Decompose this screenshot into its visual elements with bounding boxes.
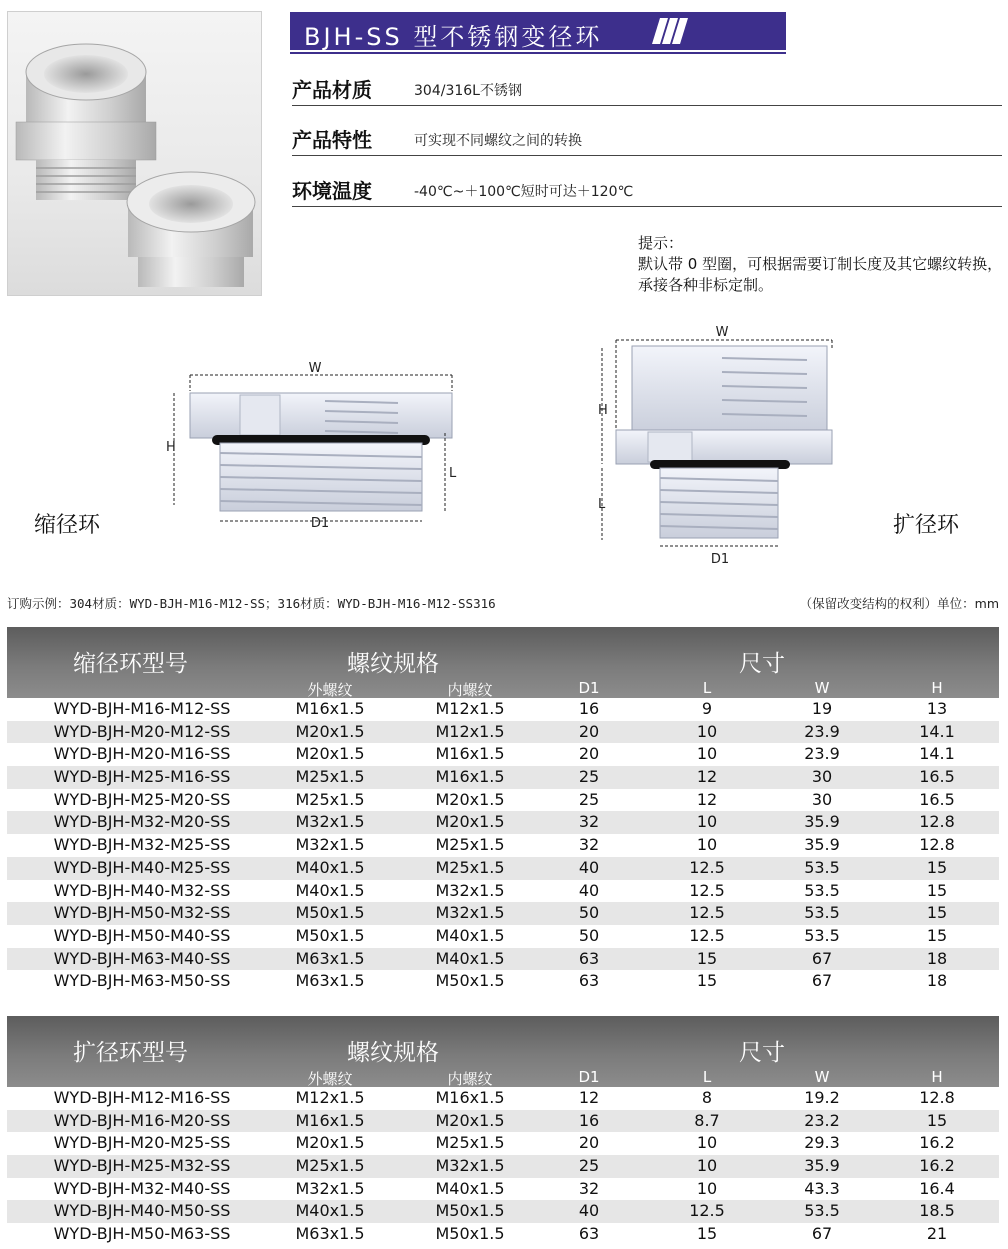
cell-h: 15 bbox=[926, 880, 948, 900]
cell-w: 35.9 bbox=[804, 835, 840, 855]
cell-d1: 12 bbox=[578, 1088, 600, 1107]
cell-model: WYD-BJH-M16-M20-SS bbox=[53, 1110, 231, 1130]
cell-outer-thread: M32x1.5 bbox=[295, 812, 365, 832]
cell-model: WYD-BJH-M50-M40-SS bbox=[53, 925, 231, 945]
cell-l: 8 bbox=[701, 1088, 713, 1107]
cell-h: 18 bbox=[926, 971, 948, 991]
table-row bbox=[7, 902, 999, 925]
table-row bbox=[7, 743, 999, 766]
table-row bbox=[7, 1155, 999, 1178]
cell-model: WYD-BJH-M40-M25-SS bbox=[53, 857, 231, 877]
dim-h-label: H bbox=[166, 440, 176, 455]
divider bbox=[292, 206, 1002, 207]
cell-w: 67 bbox=[811, 948, 833, 968]
cell-inner-thread: M25x1.5 bbox=[435, 1133, 505, 1153]
cell-outer-thread: M50x1.5 bbox=[295, 925, 365, 945]
expand-table bbox=[7, 1016, 999, 1246]
cell-model: WYD-BJH-M32-M25-SS bbox=[53, 835, 231, 855]
cell-inner-thread: M16x1.5 bbox=[435, 767, 505, 787]
table-row bbox=[7, 1132, 999, 1155]
subheader-h: H bbox=[931, 1068, 943, 1086]
cell-l: 12 bbox=[696, 767, 718, 787]
subheader-l: L bbox=[702, 1068, 712, 1086]
cell-outer-thread: M25x1.5 bbox=[295, 767, 365, 787]
cell-h: 15 bbox=[926, 903, 948, 923]
cell-d1: 63 bbox=[578, 948, 600, 968]
cell-inner-thread: M40x1.5 bbox=[435, 1178, 505, 1198]
cell-inner-thread: M25x1.5 bbox=[435, 857, 505, 877]
dim-h-label: H bbox=[598, 403, 608, 418]
cell-w: 29.3 bbox=[804, 1133, 840, 1153]
cell-inner-thread: M32x1.5 bbox=[435, 1156, 505, 1176]
cell-model: WYD-BJH-M25-M32-SS bbox=[53, 1156, 231, 1176]
table-row bbox=[7, 1087, 999, 1110]
cell-outer-thread: M40x1.5 bbox=[295, 880, 365, 900]
subheader-inner-thread: 内螺纹 bbox=[447, 1070, 493, 1088]
table-row bbox=[7, 925, 999, 948]
table-row bbox=[7, 721, 999, 744]
table-row bbox=[7, 766, 999, 789]
cell-model: WYD-BJH-M32-M20-SS bbox=[53, 812, 231, 832]
cell-outer-thread: M20x1.5 bbox=[295, 721, 365, 741]
cell-l: 15 bbox=[696, 948, 718, 968]
cell-outer-thread: M16x1.5 bbox=[295, 1110, 365, 1130]
subheader-outer-thread: 外螺纹 bbox=[307, 681, 353, 699]
table-row bbox=[7, 948, 999, 971]
cell-model: WYD-BJH-M50-M63-SS bbox=[53, 1224, 231, 1244]
cell-inner-thread: M16x1.5 bbox=[435, 744, 505, 764]
cell-model: WYD-BJH-M25-M16-SS bbox=[53, 767, 231, 787]
cell-model: WYD-BJH-M20-M25-SS bbox=[53, 1133, 231, 1153]
attr-material bbox=[292, 74, 1002, 106]
order-example: 订购示例：304材质：WYD-BJH-M16-M12-SS；316材质：WYD-BJH-M16-M12-SS316 bbox=[7, 596, 496, 611]
cell-w: 19 bbox=[811, 699, 833, 718]
cell-w: 23.9 bbox=[804, 721, 840, 741]
cell-model: WYD-BJH-M50-M32-SS bbox=[53, 903, 231, 923]
cell-d1: 32 bbox=[578, 1178, 600, 1198]
cell-w: 19.2 bbox=[804, 1088, 840, 1107]
cell-h: 15 bbox=[926, 1110, 948, 1130]
expander-diagram bbox=[592, 318, 842, 568]
cell-model: WYD-BJH-M32-M40-SS bbox=[53, 1178, 231, 1198]
cell-w: 35.9 bbox=[804, 1156, 840, 1176]
tip-text: 默认带 0 型圈，可根据需要订制长度及其它螺纹转换，承接各种非标定制。 bbox=[638, 255, 1003, 294]
table-body bbox=[7, 698, 999, 993]
cell-h: 16.2 bbox=[919, 1133, 955, 1153]
divider bbox=[292, 105, 1002, 106]
divider bbox=[292, 155, 1002, 156]
cell-l: 8.7 bbox=[694, 1110, 720, 1130]
cell-d1: 16 bbox=[578, 1110, 600, 1130]
reduce-label: 缩径环 bbox=[34, 513, 101, 538]
cell-d1: 40 bbox=[578, 880, 600, 900]
cell-l: 10 bbox=[696, 744, 718, 764]
cell-d1: 32 bbox=[578, 812, 600, 832]
product-photo bbox=[7, 11, 262, 296]
cell-h: 18 bbox=[926, 948, 948, 968]
cell-model: WYD-BJH-M12-M16-SS bbox=[53, 1088, 231, 1107]
cell-d1: 63 bbox=[578, 971, 600, 991]
reducer-rings-image bbox=[8, 12, 261, 295]
cell-h: 14.1 bbox=[919, 744, 955, 764]
cell-inner-thread: M16x1.5 bbox=[435, 1088, 505, 1107]
cell-h: 15 bbox=[926, 857, 948, 877]
attr-feature-value: 可实现不同螺纹之间的转换 bbox=[414, 133, 582, 149]
cell-d1: 20 bbox=[578, 721, 600, 741]
cell-w: 53.5 bbox=[804, 925, 840, 945]
cell-h: 16.4 bbox=[919, 1178, 955, 1198]
cell-l: 10 bbox=[696, 835, 718, 855]
cell-model: WYD-BJH-M40-M32-SS bbox=[53, 880, 231, 900]
cell-w: 53.5 bbox=[804, 903, 840, 923]
title-stripes-decoration bbox=[644, 18, 694, 44]
cell-w: 53.5 bbox=[804, 1201, 840, 1221]
cell-outer-thread: M63x1.5 bbox=[295, 948, 365, 968]
cell-l: 10 bbox=[696, 1156, 718, 1176]
cell-inner-thread: M20x1.5 bbox=[435, 812, 505, 832]
subheader-w: W bbox=[814, 679, 830, 697]
subheader-inner-thread: 内螺纹 bbox=[447, 681, 493, 699]
header-size: 尺寸 bbox=[739, 1040, 785, 1066]
cell-l: 12.5 bbox=[689, 903, 725, 923]
cell-inner-thread: M20x1.5 bbox=[435, 1110, 505, 1130]
cell-h: 14.1 bbox=[919, 721, 955, 741]
cell-h: 16.5 bbox=[919, 789, 955, 809]
cell-l: 15 bbox=[696, 971, 718, 991]
cell-w: 53.5 bbox=[804, 857, 840, 877]
cell-inner-thread: M12x1.5 bbox=[435, 721, 505, 741]
table-row bbox=[7, 970, 999, 993]
cell-inner-thread: M12x1.5 bbox=[435, 699, 505, 718]
dim-w-label: W bbox=[715, 325, 729, 340]
cell-w: 67 bbox=[811, 971, 833, 991]
cell-inner-thread: M50x1.5 bbox=[435, 971, 505, 991]
cell-d1: 20 bbox=[578, 744, 600, 764]
cell-model: WYD-BJH-M40-M50-SS bbox=[53, 1201, 231, 1221]
cell-h: 21 bbox=[926, 1224, 948, 1244]
subheader-outer-thread: 外螺纹 bbox=[307, 1070, 353, 1088]
cell-inner-thread: M40x1.5 bbox=[435, 948, 505, 968]
cell-l: 15 bbox=[696, 1224, 718, 1244]
header-thread: 螺纹规格 bbox=[347, 651, 439, 677]
cell-l: 10 bbox=[696, 812, 718, 832]
cell-model: WYD-BJH-M16-M12-SS bbox=[53, 699, 231, 718]
reduce-table bbox=[7, 627, 999, 993]
cell-inner-thread: M50x1.5 bbox=[435, 1224, 505, 1244]
cell-inner-thread: M50x1.5 bbox=[435, 1201, 505, 1221]
tip-heading: 提示： bbox=[638, 234, 684, 252]
attr-feature-label: 产品特性 bbox=[292, 128, 372, 152]
title-bar bbox=[290, 12, 786, 50]
cell-l: 12 bbox=[696, 789, 718, 809]
table-row bbox=[7, 880, 999, 903]
cell-outer-thread: M63x1.5 bbox=[295, 1224, 365, 1244]
cell-d1: 32 bbox=[578, 835, 600, 855]
cell-h: 12.8 bbox=[919, 1088, 955, 1107]
header-thread: 螺纹规格 bbox=[347, 1040, 439, 1066]
cell-outer-thread: M40x1.5 bbox=[295, 857, 365, 877]
table-row bbox=[7, 789, 999, 812]
cell-w: 23.9 bbox=[804, 744, 840, 764]
rights-note: （保留改变结构的权利）单位：mm bbox=[799, 596, 999, 611]
cell-model: WYD-BJH-M20-M16-SS bbox=[53, 744, 231, 764]
expand-label: 扩径环 bbox=[893, 513, 960, 538]
cell-outer-thread: M50x1.5 bbox=[295, 903, 365, 923]
cell-inner-thread: M20x1.5 bbox=[435, 789, 505, 809]
tip-box bbox=[638, 233, 1006, 296]
dim-l-label: L bbox=[598, 497, 606, 512]
dim-l-label: L bbox=[449, 466, 457, 481]
cell-outer-thread: M32x1.5 bbox=[295, 1178, 365, 1198]
cell-h: 15 bbox=[926, 925, 948, 945]
cell-outer-thread: M12x1.5 bbox=[295, 1088, 365, 1107]
cell-l: 9 bbox=[701, 699, 713, 718]
cell-outer-thread: M20x1.5 bbox=[295, 744, 365, 764]
cell-h: 16.5 bbox=[919, 767, 955, 787]
attr-temperature bbox=[292, 175, 1002, 207]
table-header bbox=[7, 1016, 999, 1087]
table-row bbox=[7, 1223, 999, 1246]
reducer-diagram bbox=[160, 355, 470, 530]
subheader-l: L bbox=[702, 679, 712, 697]
header-model: 扩径环型号 bbox=[73, 1040, 188, 1066]
cell-model: WYD-BJH-M25-M20-SS bbox=[53, 789, 231, 809]
cell-w: 43.3 bbox=[804, 1178, 840, 1198]
cell-model: WYD-BJH-M63-M50-SS bbox=[53, 971, 231, 991]
table-row bbox=[7, 1110, 999, 1133]
cell-outer-thread: M20x1.5 bbox=[295, 1133, 365, 1153]
cell-inner-thread: M40x1.5 bbox=[435, 925, 505, 945]
header-model: 缩径环型号 bbox=[73, 651, 188, 677]
cell-d1: 16 bbox=[578, 699, 600, 718]
subheader-w: W bbox=[814, 1068, 830, 1086]
cell-h: 12.8 bbox=[919, 835, 955, 855]
table-header bbox=[7, 627, 999, 698]
cell-d1: 25 bbox=[578, 1156, 600, 1176]
dim-d1-label: D1 bbox=[710, 552, 730, 567]
cell-inner-thread: M32x1.5 bbox=[435, 903, 505, 923]
cell-d1: 20 bbox=[578, 1133, 600, 1153]
cell-outer-thread: M25x1.5 bbox=[295, 1156, 365, 1176]
table-row bbox=[7, 698, 999, 721]
cell-l: 10 bbox=[696, 1178, 718, 1198]
table-row bbox=[7, 811, 999, 834]
cell-l: 12.5 bbox=[689, 1201, 725, 1221]
dim-d1-label: D1 bbox=[310, 516, 330, 530]
cell-d1: 63 bbox=[578, 1224, 600, 1244]
cell-outer-thread: M40x1.5 bbox=[295, 1201, 365, 1221]
subheader-d1: D1 bbox=[578, 679, 600, 697]
header-size: 尺寸 bbox=[739, 651, 785, 677]
cell-model: WYD-BJH-M20-M12-SS bbox=[53, 721, 231, 741]
cell-w: 67 bbox=[811, 1224, 833, 1244]
cell-d1: 40 bbox=[578, 857, 600, 877]
cell-outer-thread: M16x1.5 bbox=[295, 699, 365, 718]
table-body bbox=[7, 1087, 999, 1246]
cell-outer-thread: M25x1.5 bbox=[295, 789, 365, 809]
cell-d1: 25 bbox=[578, 789, 600, 809]
cell-w: 35.9 bbox=[804, 812, 840, 832]
table-row bbox=[7, 1200, 999, 1223]
dim-w-label: W bbox=[308, 361, 322, 376]
attr-material-value: 304/316L不锈钢 bbox=[414, 83, 522, 99]
cell-inner-thread: M32x1.5 bbox=[435, 880, 505, 900]
cell-outer-thread: M63x1.5 bbox=[295, 971, 365, 991]
attr-temperature-value: -40℃~＋100℃短时可达＋120℃ bbox=[414, 184, 634, 200]
table-row bbox=[7, 1178, 999, 1201]
cell-d1: 50 bbox=[578, 925, 600, 945]
cell-w: 30 bbox=[811, 767, 833, 787]
table-row bbox=[7, 857, 999, 880]
cell-h: 13 bbox=[926, 699, 948, 718]
attr-feature bbox=[292, 124, 1002, 156]
subheader-d1: D1 bbox=[578, 1068, 600, 1086]
cell-model: WYD-BJH-M63-M40-SS bbox=[53, 948, 231, 968]
cell-d1: 40 bbox=[578, 1201, 600, 1221]
cell-d1: 50 bbox=[578, 903, 600, 923]
cell-w: 23.2 bbox=[804, 1110, 840, 1130]
cell-inner-thread: M25x1.5 bbox=[435, 835, 505, 855]
subheader-h: H bbox=[931, 679, 943, 697]
title-underline bbox=[290, 52, 786, 54]
cell-outer-thread: M32x1.5 bbox=[295, 835, 365, 855]
cell-h: 16.2 bbox=[919, 1156, 955, 1176]
attr-material-label: 产品材质 bbox=[292, 78, 372, 102]
page-title: BJH-SS 型不锈钢变径环 bbox=[304, 23, 603, 51]
cell-l: 12.5 bbox=[689, 925, 725, 945]
cell-d1: 25 bbox=[578, 767, 600, 787]
cell-l: 12.5 bbox=[689, 880, 725, 900]
cell-l: 10 bbox=[696, 721, 718, 741]
cell-l: 10 bbox=[696, 1133, 718, 1153]
cell-w: 53.5 bbox=[804, 880, 840, 900]
cell-h: 12.8 bbox=[919, 812, 955, 832]
table-row bbox=[7, 834, 999, 857]
attr-temperature-label: 环境温度 bbox=[292, 179, 372, 203]
cell-h: 18.5 bbox=[919, 1201, 955, 1221]
cell-w: 30 bbox=[811, 789, 833, 809]
cell-l: 12.5 bbox=[689, 857, 725, 877]
